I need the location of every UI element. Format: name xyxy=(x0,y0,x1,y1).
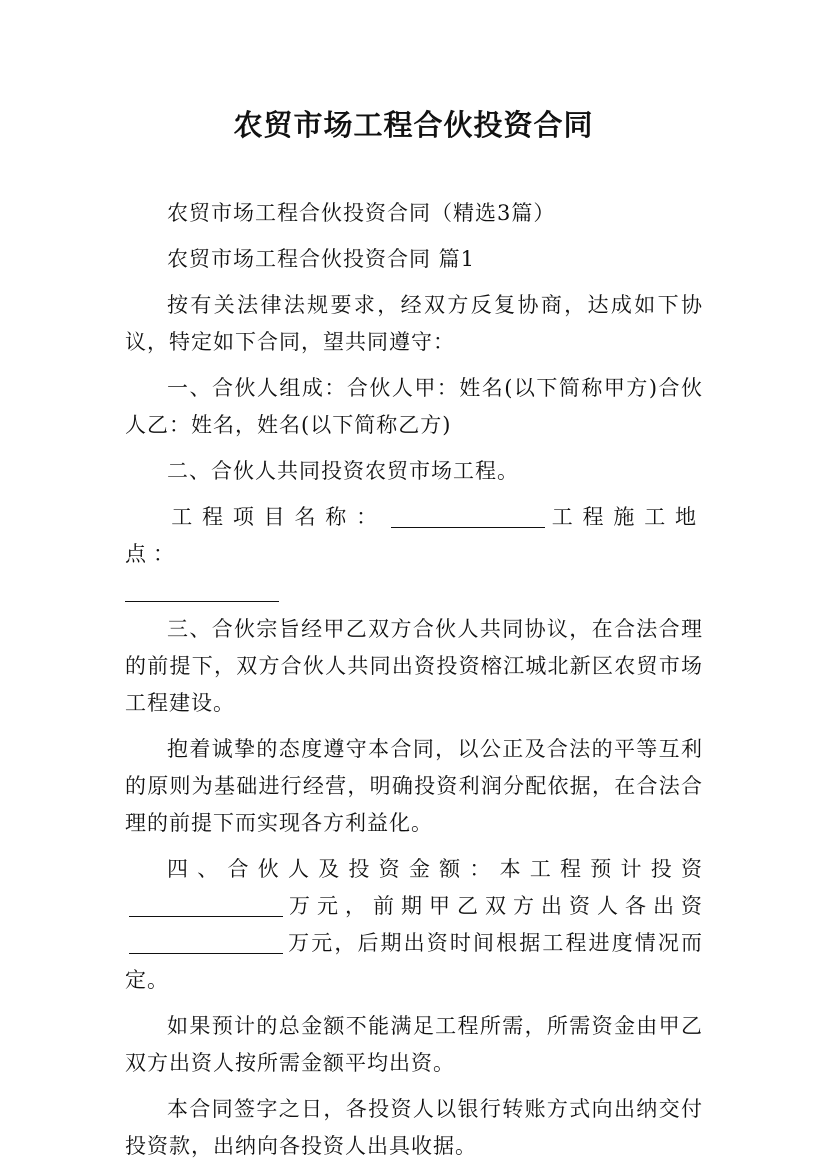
project-name-blank xyxy=(391,503,545,528)
project-site-blank xyxy=(125,573,279,602)
paragraph-section-heading: 农贸市场工程合伙投资合同 篇1 xyxy=(167,247,476,271)
paragraph-purpose: 三、合伙宗旨经甲乙双方合伙人共同协议，在合法合理的前提下，双方合伙人共同出资投资榕江城北新区农贸市场工程建设。 xyxy=(125,617,703,715)
paragraph-preamble: 按有关法律法规要求，经双方反复协商，达成如下协议，特定如下合同，望共同遵守： xyxy=(125,293,703,354)
paragraph-investment-amount xyxy=(125,851,703,999)
each-investment-blank xyxy=(129,929,283,954)
project-name-label: 工程项目名称： xyxy=(171,505,387,529)
investment-amount-text-b: 万元，前期甲乙双方出资人各出资 xyxy=(283,894,703,918)
document-body xyxy=(125,195,703,1174)
paragraph-additional-funding: 如果预计的总金额不能满足工程所需，所需资金由甲乙双方出资人按所需金额平均出资。 xyxy=(125,1014,703,1075)
paragraph-project-info xyxy=(125,499,703,573)
investment-amount-text-c: 万元，后期出资时间根据工程进度情况而定。 xyxy=(125,931,703,992)
document-title: 农贸市场工程合伙投资合同 xyxy=(233,108,594,142)
paragraph-partners: 一、合伙人组成：合伙人甲：姓名(以下简称甲方)合伙人乙：姓名，姓名(以下简称乙方) xyxy=(125,376,703,437)
paragraph-joint-investment: 二、合伙人共同投资农贸市场工程。 xyxy=(167,459,519,483)
paragraph-subtitle: 农贸市场工程合伙投资合同（精选3篇） xyxy=(167,201,556,225)
project-site-label: 工程施工地点： xyxy=(125,505,704,566)
paragraph-principles: 抱着诚挚的态度遵守本合同，以公正及合法的平等互利的原则为基础进行经营，明确投资利润分配依据，在合法合理的前提下而实现各方利益化。 xyxy=(125,737,703,835)
paragraph-payment: 本合同签字之日，各投资人以银行转账方式向出纳交付投资款，出纳向各投资人出具收据。 xyxy=(125,1097,703,1158)
investment-amount-text-a: 四、合伙人及投资金额：本工程预计投资 xyxy=(167,857,703,881)
total-investment-blank xyxy=(129,892,283,917)
